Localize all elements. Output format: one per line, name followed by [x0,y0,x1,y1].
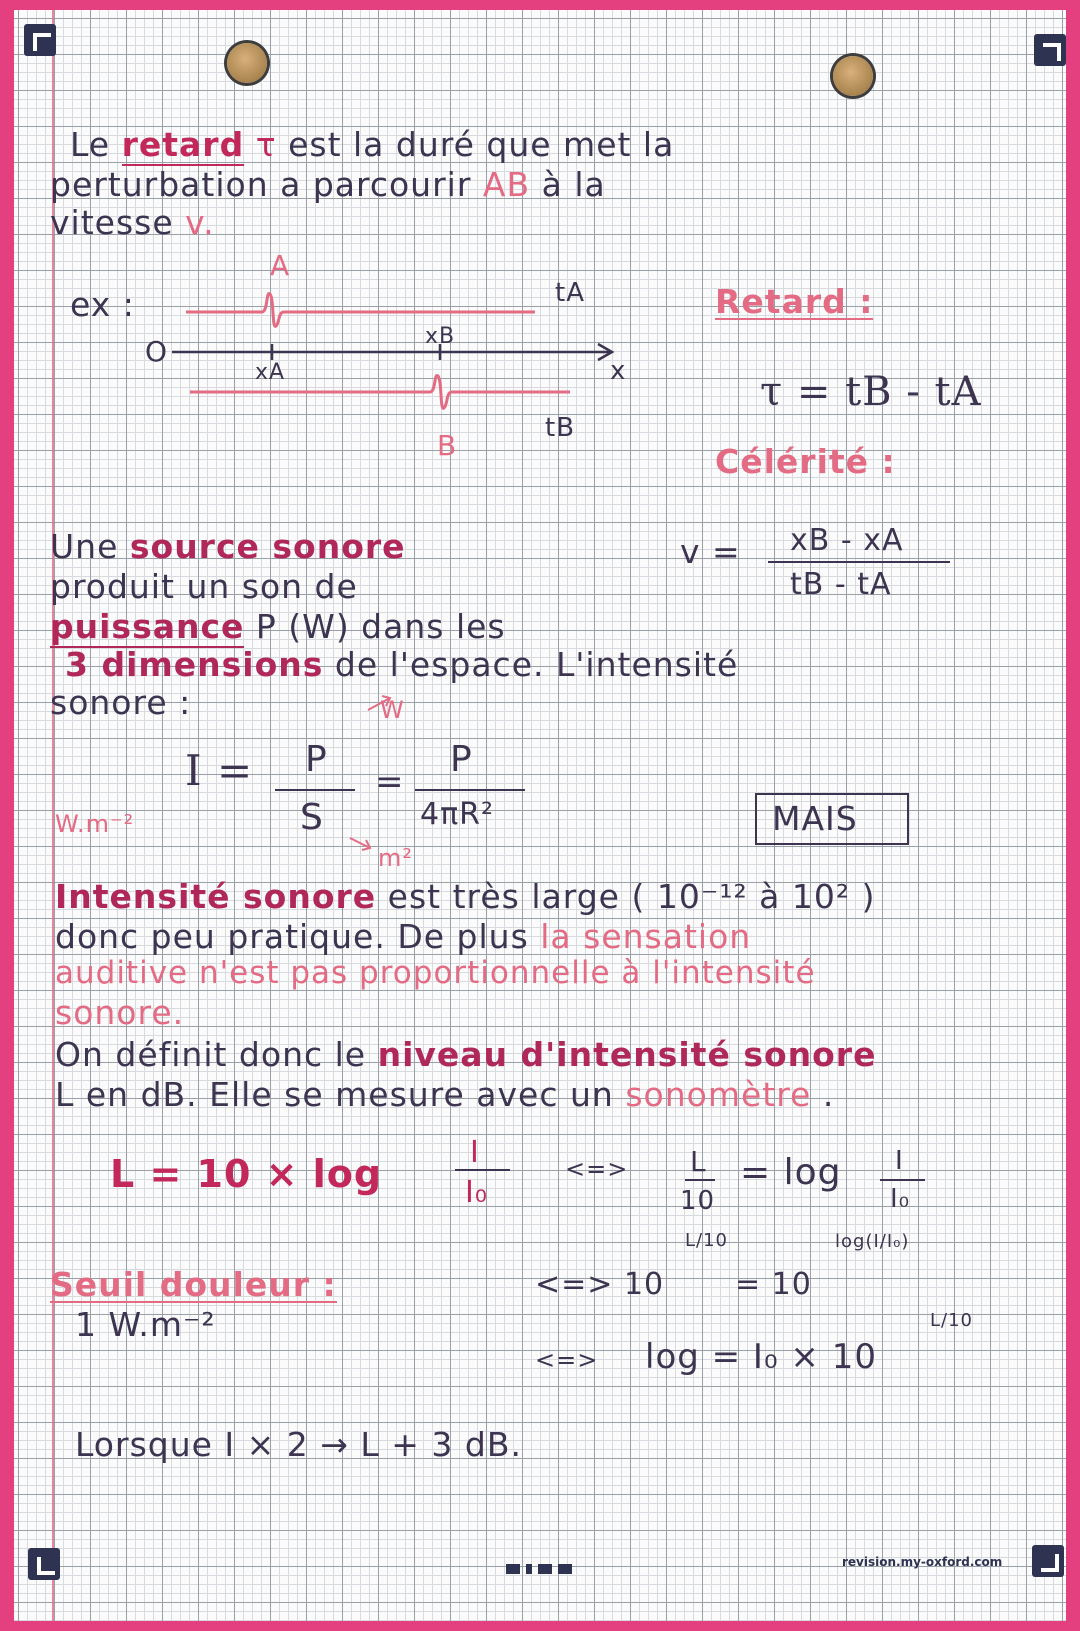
source-line4-end: de l'espace. L'intensité [334,645,739,684]
exp-l10-last: L/10 [930,1310,973,1331]
equiv-2: <=> 10 [535,1267,665,1302]
equiv-1: <=> [565,1155,629,1183]
seuil-title: Seuil douleur : [50,1265,337,1304]
frac-l: L [690,1145,707,1178]
point-b-label: B [437,429,458,462]
source-sonore-term: source sonore [129,527,406,566]
line1-start: Le [70,125,111,164]
intensity-lhs: I = [185,746,254,795]
celerite-title: Célérité : [715,442,896,481]
pulse-a-line [186,294,535,327]
line3-start: vitesse [50,203,174,242]
p3-line2-start: L en dB. Elle se mesure avec un [55,1075,614,1114]
p2-line2-start: donc peu pratique. De plus [55,917,529,956]
formula-i0: I₀ [465,1175,488,1210]
source-line2: produit un son de [50,567,358,606]
ta-label: tA [555,278,585,308]
point-a-label: A [270,249,291,282]
unit-wm2-note: W.m⁻² [55,810,135,838]
source-line1 [50,527,406,566]
page-indicator [506,1558,578,1577]
retard-title: Retard : [715,282,874,321]
p3-line2 [55,1075,835,1114]
retard-formula: τ = tB - tA [760,369,982,415]
sonometre-term: sonomètre [625,1075,812,1114]
page-dot-1 [506,1564,520,1574]
sensation-term: la sensation [540,917,752,956]
niveau-term: niveau d'intensité sonore [377,1035,877,1074]
log-rhs-i0: I₀ [890,1184,911,1214]
puissance-term: puissance [50,607,245,646]
p3-line2-end: . [822,1075,835,1114]
equiv-3: <=> [535,1346,599,1374]
eq-10: = 10 [735,1267,812,1302]
exp-l10: L/10 [685,1230,728,1251]
m2-arrow-icon [350,838,370,850]
pulse-b-line [190,375,570,408]
formula-l: L = 10 × log [110,1152,383,1196]
eq-log: = log [740,1152,842,1193]
page-dot-3 [538,1564,552,1574]
p2-line2 [55,917,752,956]
line1-end: est la duré que met la [288,125,675,164]
p3-line1-start: On définit donc le [55,1035,367,1074]
origin-label: O [145,335,169,368]
intensity-p1: P [305,739,328,780]
source-line4 [65,645,739,684]
retard-word: retard [121,125,245,164]
x-axis-label: x [610,356,627,386]
frac-10: 10 [680,1186,716,1216]
v-symbol: v. [185,203,215,242]
ab-segment: AB [482,165,531,204]
exp-log: log(I/I₀) [835,1231,910,1252]
p3-line1 [55,1035,877,1074]
intensity-s: S [300,797,324,838]
ex-label: ex : [70,285,135,324]
formula-i: I [470,1135,480,1170]
source-line5: sonore : [50,683,192,722]
p2-line1-end: est très large ( 10⁻¹² à 10² ) [387,877,876,916]
line2-end: à la [541,165,606,204]
celerite-lhs: v = [680,532,741,571]
source-line3-end: P (W) dans les [255,607,506,646]
xa-label: xA [255,360,286,385]
mais-label: MAIS [772,799,858,838]
intensity-equals: = [375,762,405,802]
log-rhs-i: I [895,1146,904,1176]
source-line3 [50,607,506,646]
source-line1-start: Une [50,527,119,566]
tb-label: tB [545,413,576,443]
intensity-p2: P [450,739,473,780]
p2-line3: auditive n'est pas proportionnelle à l'intensité [55,955,816,991]
xb-label: xB [425,324,456,349]
intensite-sonore-term: Intensité sonore [55,877,377,916]
page-dot-2 [526,1564,532,1574]
footer-url: revision.my-oxford.com [842,1555,1003,1569]
celerite-numerator: xB - xA [790,523,904,558]
lorsque-line: Lorsque I × 2 → L + 3 dB. [75,1425,522,1464]
tau-symbol: τ [255,125,277,164]
celerite-denominator: tB - tA [790,567,892,602]
last-equation: log = I₀ × 10 [645,1337,877,1377]
page-dot-4 [558,1564,572,1574]
unit-w-note: W [380,696,405,724]
unit-m2-note: m² [378,844,413,872]
p2-line1 [55,877,876,916]
intensity-4pir2: 4πR² [420,797,495,832]
dimensions-term: 3 dimensions [65,645,324,684]
p2-line4: sonore. [55,993,185,1032]
line2-start: perturbation a parcourir [50,165,472,204]
seuil-value: 1 W.m⁻² [75,1305,216,1344]
